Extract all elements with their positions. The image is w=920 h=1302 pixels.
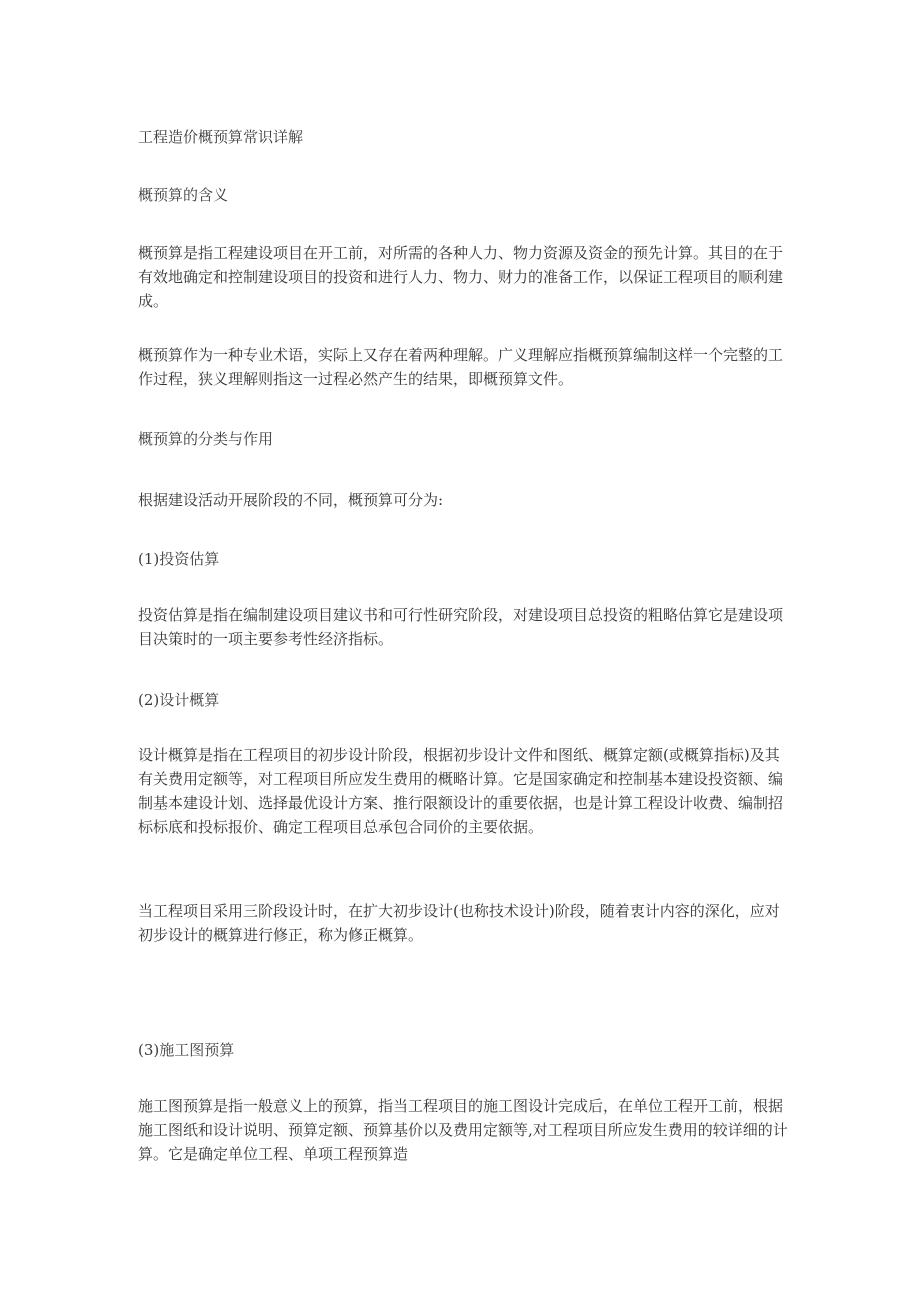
paragraph-classification-intro: 根据建设活动开展阶段的不同，概预算可分为:: [138, 491, 444, 509]
item-heading-design-estimate: (2)设计概算: [138, 691, 220, 709]
item-heading-investment-estimate: (1)投资估算: [138, 550, 220, 568]
paragraph-design-estimate-2: 当工程项目采用三阶段设计时，在扩大初步设计(也称技术设计)阶段，随着衷计内容的深化，应对初步设计的概算进行修正，称为修正概算。: [138, 902, 780, 944]
paragraph-construction-budget: 施工图预算是指一般意义上的预算，指当工程项目的施工图设计完成后，在单位工程开工前，根据施工图纸和设计说明、预算定额、预算基价以及费用定额等,对工程项目所应发生费用的较详细的计算。它是确定单位工程、单项工程预算造: [138, 1097, 788, 1163]
paragraph-investment-estimate: 投资估算是指在编制建设项目建议书和可行性研究阶段，对建设项目总投资的粗略估算它是建设项目决策时的一项主要参考性经济指标。: [138, 606, 784, 648]
document-title: 工程造价概预算常识详解: [138, 128, 304, 146]
section-heading-classification: 概预算的分类与作用: [138, 430, 274, 448]
item-heading-construction-budget: (3)施工图预算: [138, 1041, 235, 1059]
paragraph-design-estimate-1: 设计概算是指在工程项目的初步设计阶段，根据初步设计文件和图纸、概算定额(或概算指标)及其有关费用定额等，对工程项目所应发生费用的概略计算。它是国家确定和控制基本建设投资额、编制基本建设计划、选择最优设计方案、推行限额设计的重要依据，也是计算工程设计收费、编制招标标底和投标报价、确定工程项目总承包合同价的主要依据。: [138, 746, 784, 836]
paragraph-meaning-1: 概预算是指工程建设项目在开工前，对所需的各种人力、物力资源及资金的预先计算。其目的在于有效地确定和控制建设项目的投资和进行人力、物力、财力的准备工作，以保证工程项目的顺利建成。: [138, 244, 784, 310]
section-heading-meaning: 概预算的含义: [138, 186, 229, 204]
paragraph-meaning-2: 概预算作为一种专业术语，实际上又存在着两种理解。广义理解应指概预算编制这样一个完整的工作过程，狭义理解则指这一过程必然产生的结果，即概预算文件。: [138, 346, 784, 388]
